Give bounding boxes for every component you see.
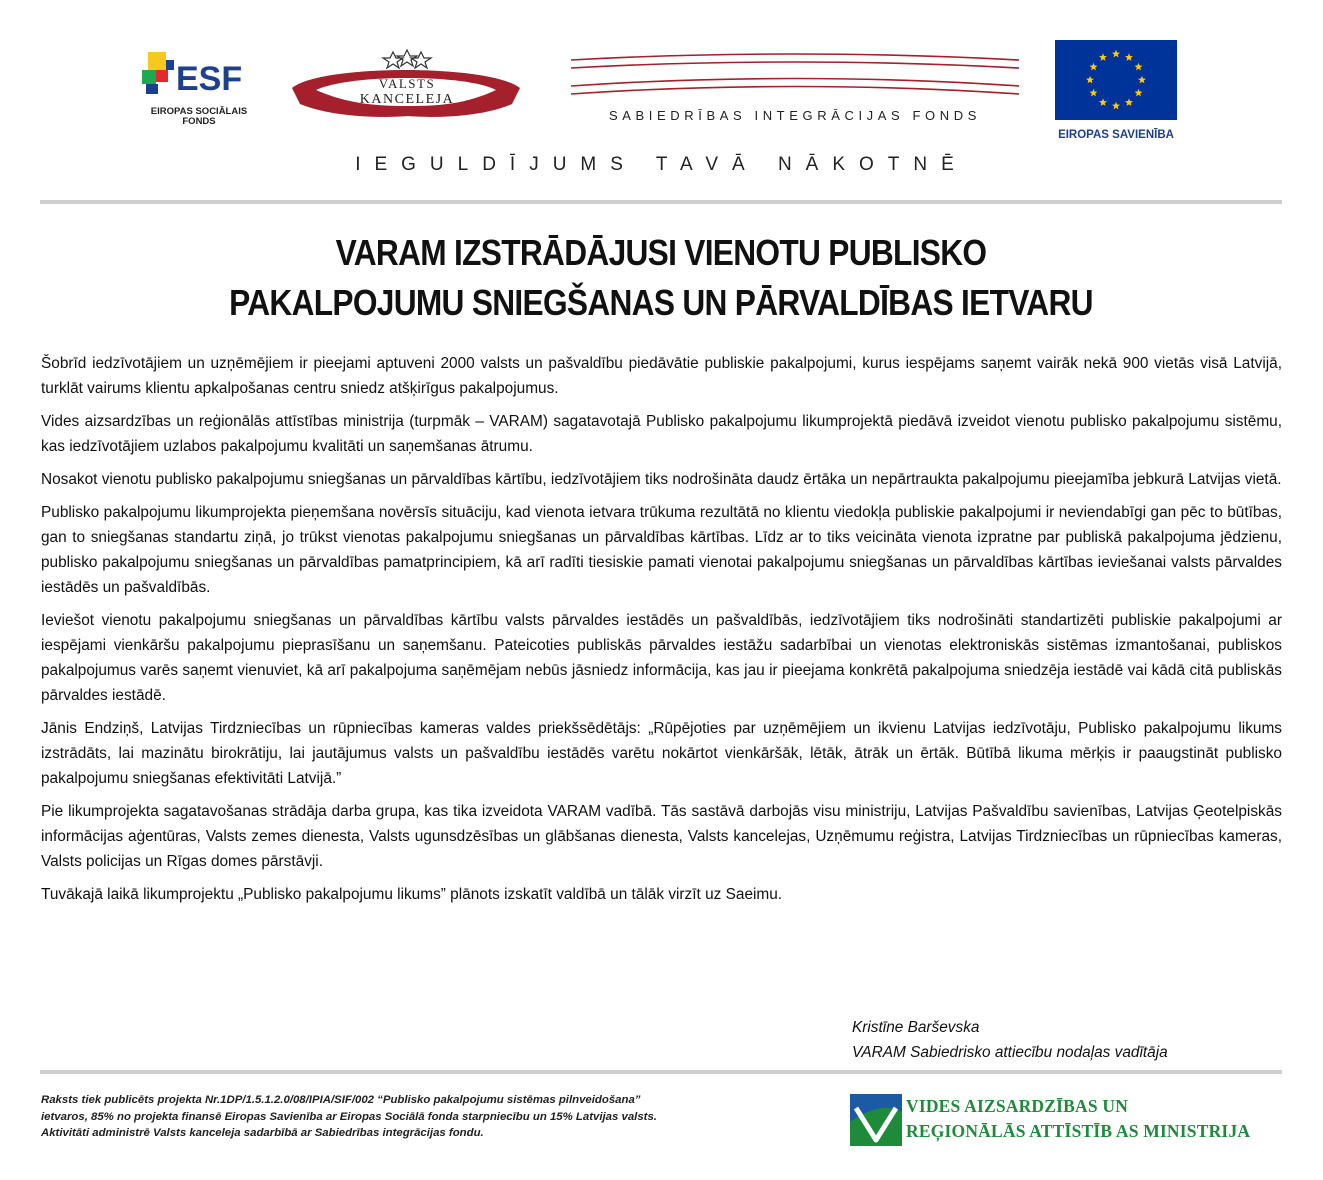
paragraph-2: Vides aizsardzības un reģionālās attīstības ministrija (turpmāk – VARAM) sagatavotajā Publisko pakalpojumu likumprojektā piedāvā izveidot vienotu publisko pakalpojumu sistēmu, kas iedzīvotājiem uzlabos pakalpojumu kvalitāti un saņemšanas ātrumu. bbox=[41, 413, 1282, 455]
footnote-line-3: Aktivitāti administrē Valsts kanceleja sadarbībā ar Sabiedrības integrācijas fondu. bbox=[41, 1127, 484, 1139]
esf-abbr: ESF bbox=[176, 60, 243, 98]
signature-role: VARAM Sabiedrisko attiecību nodaļas vadītāja bbox=[852, 1044, 1168, 1061]
esf-logo bbox=[140, 46, 270, 130]
paragraph-1: Šobrīd iedzīvotājiem un uzņēmējiem ir pieejami aptuveni 2000 valsts un pašvaldību piedāvātie publiskie pakalpojumi, kurus iespējams saņemt vairāk nekā 900 vietās visā Latvijā, turklāt vairums klientu apkalpošanas centru sniedz atšķirīgus pakalpojumus. bbox=[41, 355, 1282, 397]
esf-subtitle-1: EIROPAS SOCIĀLAIS bbox=[150, 106, 248, 117]
vk-line1: VALSTS bbox=[378, 76, 436, 91]
esf-subtitle-2: FONDS bbox=[182, 116, 216, 127]
eu-logo bbox=[1055, 40, 1177, 144]
vk-line2: KANCELEJA bbox=[359, 92, 455, 107]
valsts-kanceleja-emblem-icon bbox=[290, 44, 522, 124]
paragraph-4: Publisko pakalpojumu likumprojekta pieņemšana novērsīs situāciju, kad vienota ietvara trūkuma rezultātā no klientu viedokļa publiskie pakalpojumi ir neviendabīgi gan pēc to būtības, gan to sniegšanas standartu ziņā, jo trūkst vienotas pakalpojumu sniegšanas un pārvaldības kārtības. Līdz ar to tiks veicināta vienota izpratne par publiskā pakalpojuma jēdzienu, publisko pakalpojumu sniegšanas un pārvaldības pamatprincipiem, kā arī radīti tiesiskie pamati vienotai pakalpojumu sniegšanas un pārvaldības kārtības ieviešanai valsts pārvaldes iestādēs un pašvaldībās. bbox=[41, 504, 1282, 596]
valsts-kanceleja-logo bbox=[290, 44, 522, 124]
paragraph-7: Pie likumprojekta sagatavošanas strādāja darba grupa, kas tika izveidota VARAM vadībā. Tās sastāvā darbojās visu ministriju, Latvijas Pašvaldību savienības, Latvijas Ģeotelpiskās informācijas aģentūras, Valsts zemes dienesta, Valsts ugunsdzēsības un glābšanas dienesta, Valsts kancelejas, Uzņēmumu reģistra, Latvijas Tirdzniecības un rūpniecības kameras, Valsts policijas un Rīgas domes pārstāvji. bbox=[41, 803, 1282, 870]
paragraph-6: Jānis Endziņš, Latvijas Tirdzniecības un rūpniecības kameras valdes priekšsēdētājs: „Rūpējoties par uzņēmējiem un ikvienu Latvijas iedzīvotāju, Publisko pakalpojumu likums izstrādāts, lai mazinātu birokrātiju, lai jautājumus valsts un pašvaldību iestādēs varētu nokārtot vienkāršāk, lētāk, ātrāk un ērtāk. Būtībā likuma mērķis ir paaugstināt publisko pakalpojumu sniegšanas efektivitāti Latvijā.” bbox=[41, 720, 1282, 787]
headline-line-1: VARAM IZSTRĀDĀJUSI VIENOTU PUBLISKO bbox=[335, 232, 987, 273]
divider-top bbox=[40, 200, 1282, 204]
headline-line-2: PAKALPOJUMU SNIEGŠANAS UN PĀRVALDĪBAS IETVARU bbox=[229, 282, 1093, 323]
paragraph-8: Tuvākajā laikā likumprojektu „Publisko pakalpojumu likums” plānots izskatīt valdībā un tālāk virzīt uz Saeimu. bbox=[41, 886, 783, 903]
varam-line-1: VIDES AIZSARDZĪBAS UN bbox=[906, 1096, 1129, 1116]
footnote-line-1: Raksts tiek publicēts projekta Nr.1DP/1.5.1.2.0/08/IPIA/SIF/002 “Publisko pakalpojumu sistēmas pilnveidošana” bbox=[41, 1094, 641, 1106]
sif-logo bbox=[565, 52, 1025, 132]
footnote-line-2: ietvaros, 85% no projekta finansē Eiropas Savienība ar Eiropas Sociālā fonda starpniecību un 15% Latvijas valsts. bbox=[41, 1110, 657, 1123]
signature-name: Kristīne Barševska bbox=[852, 1019, 980, 1036]
divider-bottom bbox=[40, 1070, 1282, 1074]
sif-name: SABIEDRĪBAS INTEGRĀCIJAS FONDS bbox=[608, 108, 982, 123]
varam-logo bbox=[850, 1092, 1270, 1148]
sif-emblem-icon bbox=[565, 52, 1025, 132]
paragraph-3: Nosakot vienotu publisko pakalpojumu sniegšanas un pārvaldības kārtību, iedzīvotājiem tiks nodrošināta daudz ērtāka un nepārtraukta pakalpojumu pieejamība jebkurā Latvijas vietā. bbox=[41, 471, 1282, 488]
paragraph-5: Ieviešot vienotu pakalpojumu sniegšanas un pārvaldības kārtību valsts pārvaldes iestādēs un pašvaldībās, iedzīvotājiem tiks nodrošināti standartizēti publiskie pakalpojumi ar iespējami vienkāršu pakalpojumu pieprasīšanu un saņemšanu. Pateicoties publiskās pārvaldes iestāžu sadarbībai un vienotas elektroniskās sistēmas izmantošanai, publiskos pakalpojumus varēs saņemt vienuviet, kā arī pakalpojuma saņēmējam nebūs jāsniedz informācija, kas jau ir pieejama konkrētā pakalpojuma sniedzēja iestādē vai kādā citā publiskās pārvaldes iestādē. bbox=[41, 612, 1282, 704]
esf-emblem-icon bbox=[140, 46, 270, 102]
slogan: IEGULDĪJUMS TAVĀ NĀKOTNĒ bbox=[355, 154, 968, 175]
article-body bbox=[41, 351, 1282, 915]
eu-name: EIROPAS SAVIENĪBA bbox=[1058, 129, 1174, 141]
eu-flag-icon bbox=[1055, 40, 1177, 144]
varam-emblem-icon bbox=[850, 1094, 902, 1146]
footnote bbox=[41, 1092, 801, 1142]
varam-line-2: REĢIONĀLĀS ATTĪSTĪB AS MINISTRIJA bbox=[906, 1121, 1251, 1141]
signature bbox=[852, 1015, 1168, 1065]
headline bbox=[115, 228, 1208, 328]
